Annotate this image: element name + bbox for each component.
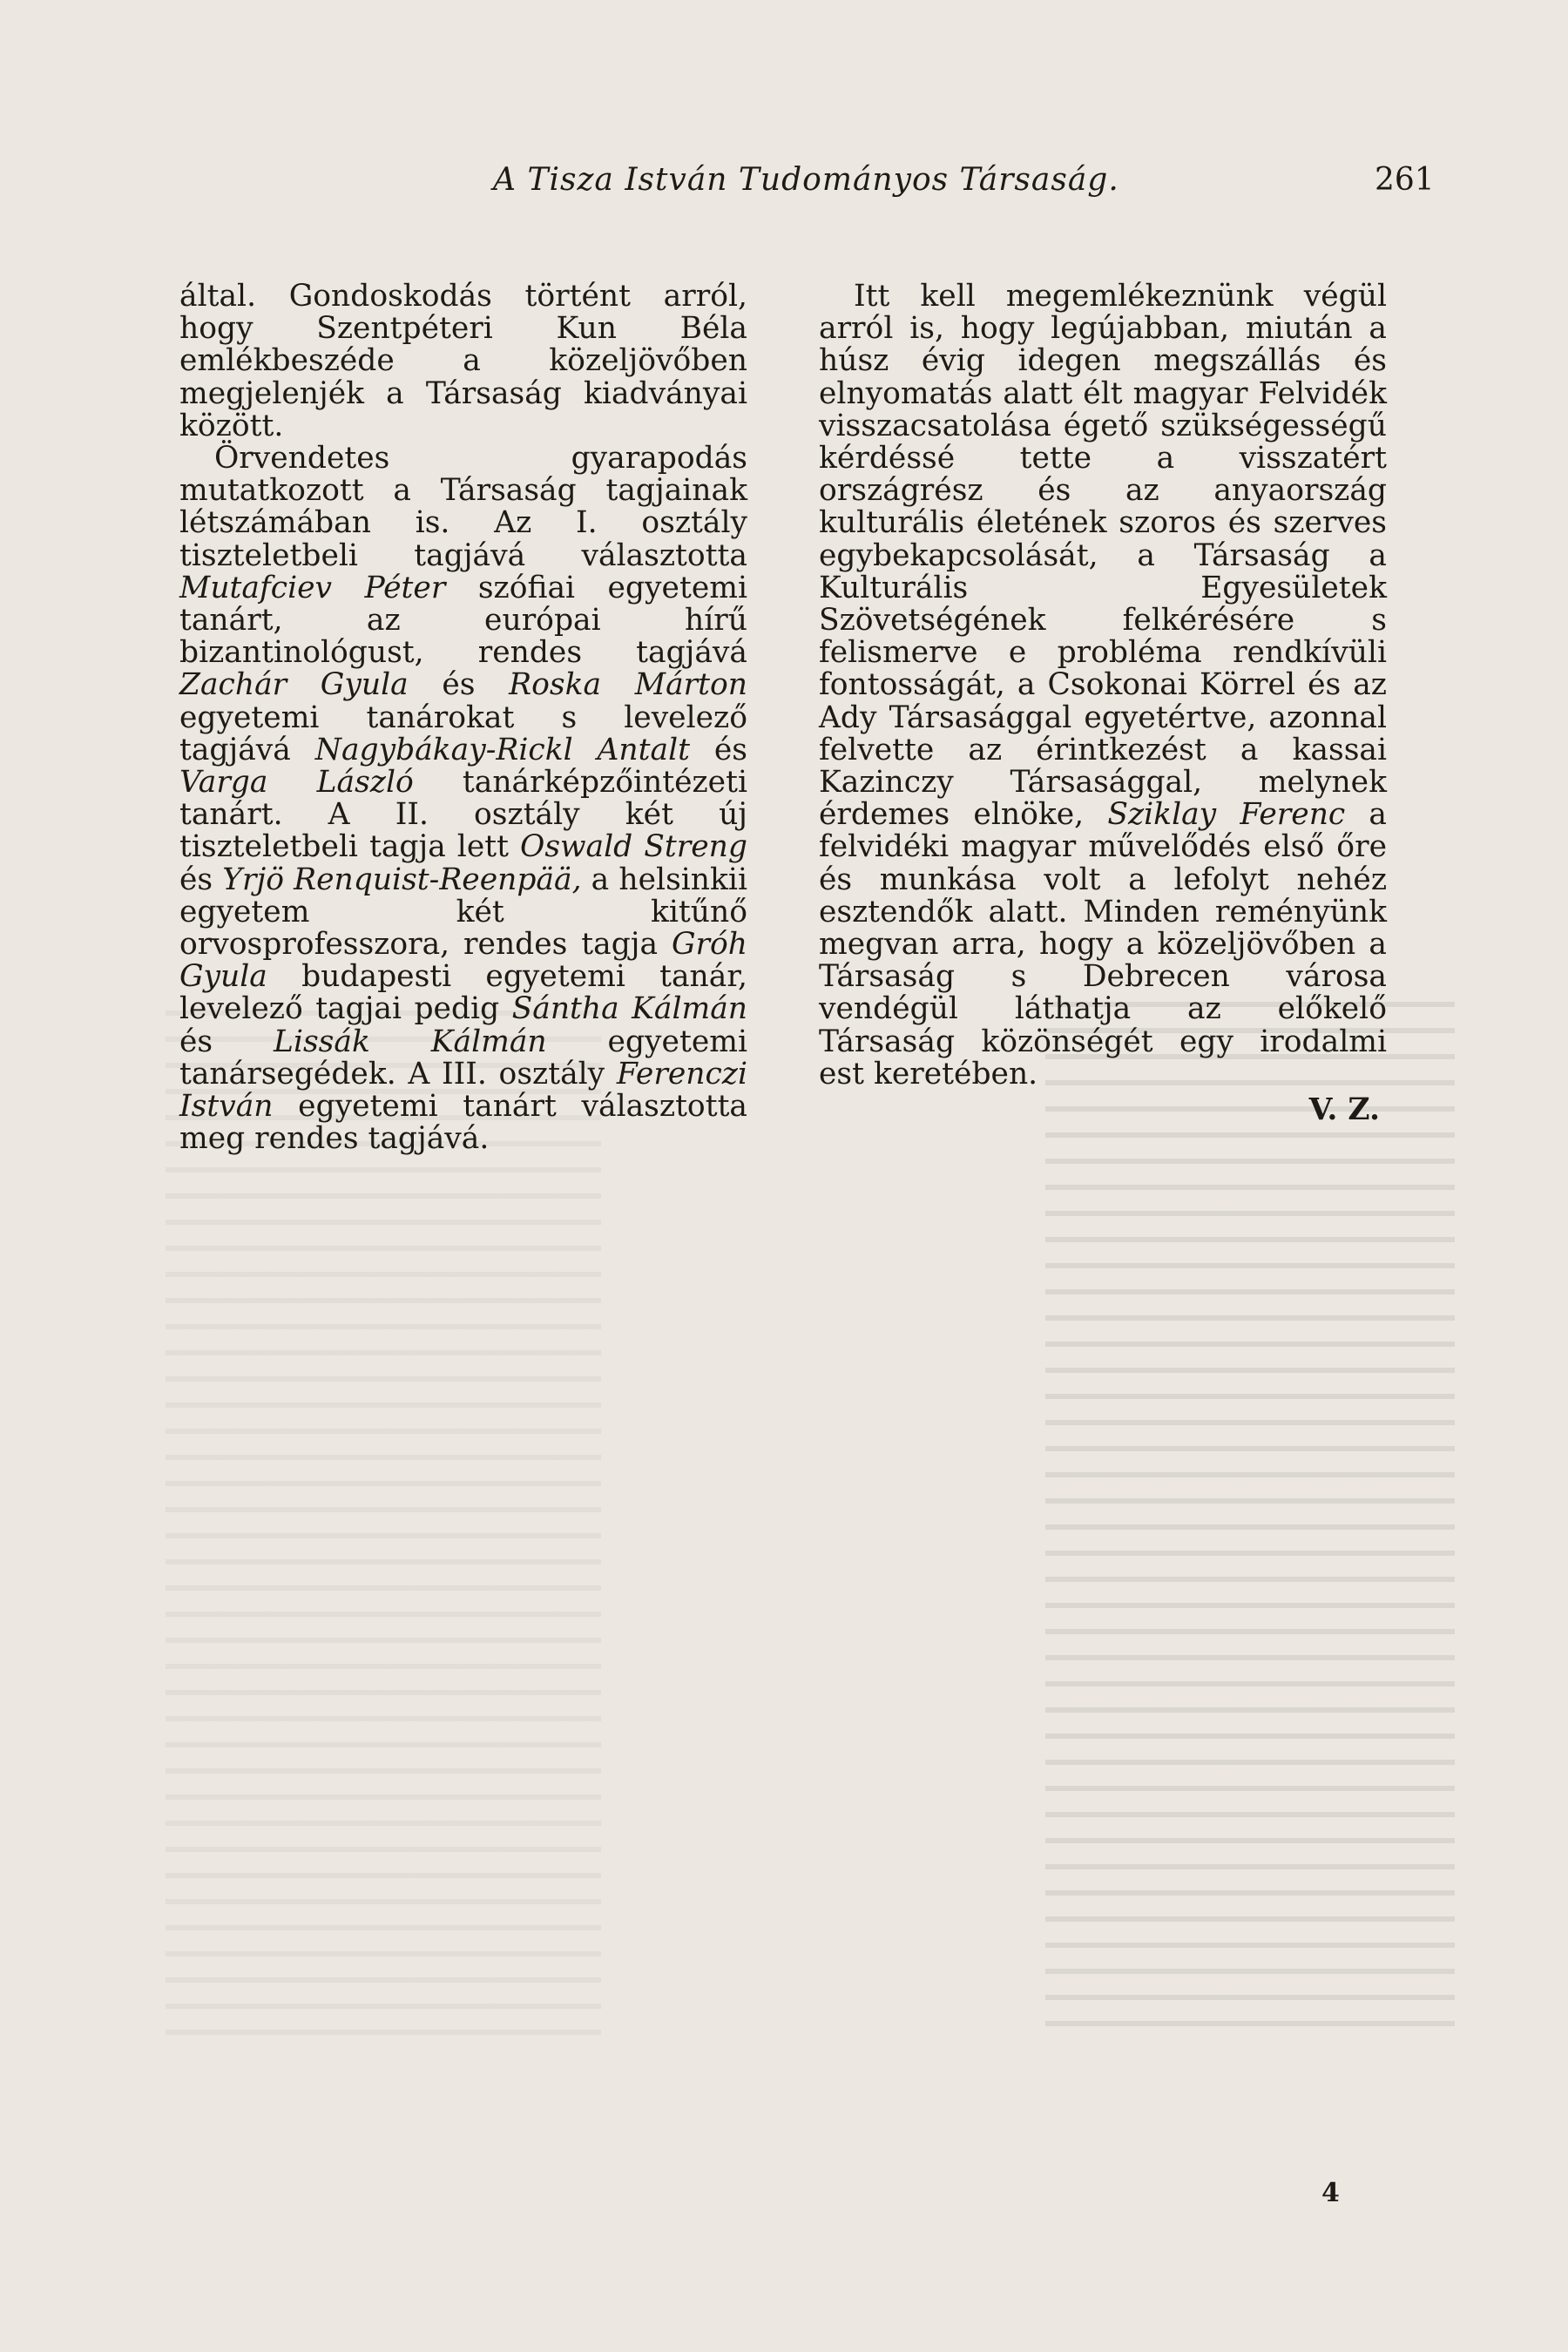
text-run: a felvidéki magyar művelődés első őre és munkása volt a lefolyt nehéz esztendők alatt. Minden reményünk megvan arra, hogy a közeljövőben a Társaság s Debrecen városa vendégül láthatja az előkelő Társaság közönségét egy irodalmi est keretében. xyxy=(819,797,1387,1092)
text-run: a helsinkii egyetem két kitűnő orvosprofesszora, rendes tagja xyxy=(179,862,747,963)
text-run: és xyxy=(690,732,748,767)
person-name: Yrjö Renquist-Reenpää, xyxy=(222,862,582,897)
text-run: egyetemi tanárt választotta meg rendes tagjává. xyxy=(179,1089,747,1157)
person-name: Nagybákay-Rickl Antalt xyxy=(314,732,690,767)
person-name: Ferenczi István xyxy=(179,1056,747,1125)
text-run: egyetemi tanárokat s levelező tagjává xyxy=(179,700,747,767)
left-column xyxy=(179,280,747,1155)
person-name: Oswald Streng xyxy=(520,829,747,865)
person-name: Gróh Gyula xyxy=(179,927,747,995)
text-run: és xyxy=(179,1024,274,1059)
page-number: 261 xyxy=(1375,162,1435,198)
person-name: Varga László xyxy=(179,765,414,801)
person-name: Zachár Gyula xyxy=(179,667,409,703)
text-run: tanárképzőintézeti tanárt. A II. osztály két új tiszteletbeli tagja lett xyxy=(179,765,747,865)
person-name: Sántha Kálmán xyxy=(511,991,748,1027)
author-signature: V. Z. xyxy=(1308,1092,1380,1128)
text-run: egyetemi tanársegédek. A III. osztály xyxy=(179,1024,747,1092)
text-run: szófiai egyetemi tanárt, az európai hírű bizantinológust, rendes tagjává xyxy=(179,570,747,671)
printer-signature-mark: 4 xyxy=(1321,2178,1340,2208)
person-name: Roska Márton xyxy=(509,667,747,703)
bleed-through-right xyxy=(1045,1002,1455,2030)
paragraph xyxy=(179,443,747,1155)
text-run: és xyxy=(408,667,510,703)
paragraph: által. Gondoskodás történt arról, hogy Szentpéteri Kun Béla emlékbeszéde a közeljövőben megjelenjék a Társaság kiadványai között. xyxy=(179,279,747,443)
bleed-through-left xyxy=(166,1010,601,2056)
person-name: Mutafciev Péter xyxy=(179,570,446,605)
paragraph xyxy=(819,280,1387,1091)
person-name: Sziklay Ferenc xyxy=(1107,797,1346,833)
right-column xyxy=(819,280,1387,1126)
text-run: Örvendetes gyarapodás mutatkozott a Társaság tagjainak létszámában is. Az I. osztály tiszteletbeli tagjává választotta xyxy=(179,441,747,573)
running-head xyxy=(0,162,1568,214)
text-run: és xyxy=(179,862,223,897)
text-run: budapesti egyetemi tanár, levelező tagjai pedig xyxy=(179,959,747,1027)
person-name: Lissák Kálmán xyxy=(274,1024,547,1059)
running-title: A Tisza István Tudományos Társaság. xyxy=(493,162,1119,198)
text-run: Itt kell megemlékeznünk végül arról is, hogy legújabban, miután a húsz évig idegen megszállás és elnyomatás alatt élt magyar Felvidék visszacsatolása égető szükségességű kérdéssé tette a visszatért országrész és az anyaország kulturális életének szoros és szerves egybekapcsolását, a Társaság a Kulturális Egyesületek Szövetségének felkérésére s felismerve e probléma rendkívüli fontosságát, a Csokonai Körrel és az Ady Társasággal egyetértve, azonnal felvette az érintkezést a kassai Kazinczy Társasággal, melynek érdemes elnöke, xyxy=(819,279,1387,833)
